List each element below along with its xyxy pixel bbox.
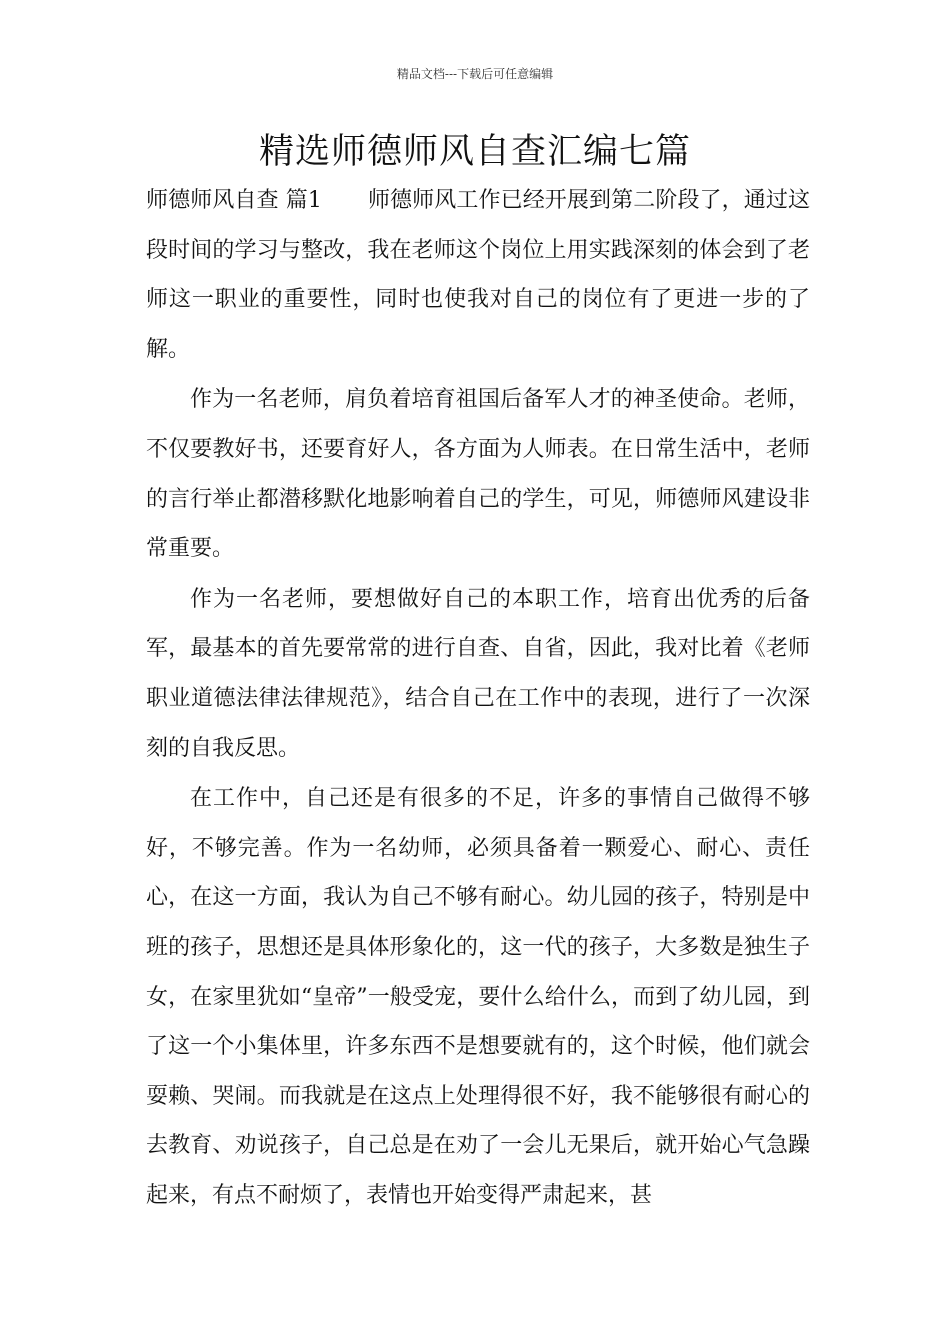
paragraph-1-text: 师德师风工作已经开展到第二阶段了，通过这段时间的学习与整改，我在老师这个岗位上用实践深刻的体会到了老师这一职业的重要性，同时也使我对自己的岗位有了更进一步的了解。 [146, 188, 810, 362]
paragraph-4: 在工作中，自己还是有很多的不足，许多的事情自己做得不够好，不够完善。作为一名幼师，必须具备着一颗爱心、耐心、责任心，在这一方面，我认为自己不够有耐心。幼儿园的孩子，特别是中班的孩子，思想还是具体形象化的，这一代的孩子，大多数是独生子女，在家里犹如“皇帝”一般受宠，要什么给什么，而到了幼儿园，到了这一个小集体里，许多东西不是想要就有的，这个时候，他们就会耍赖、哭闹。而我就是在这点上处理得很不好，我不能够很有耐心的去教育、劝说孩子，自己总是在劝了一会儿无果后，就开始心气急躁起来，有点不耐烦了，表情也开始变得严肃起来，甚 [146, 786, 810, 1208]
document-title: 精选师德师风自查汇编七篇 [258, 132, 691, 172]
paragraph-2: 作为一名老师，肩负着培育祖国后备军人才的神圣使命。老师，不仅要教好书，还要育好人，各方面为人师表。在日常生活中，老师的言行举止都潜移默化地影响着自己的学生，可见，师德师风建设非常重要。 [146, 387, 810, 562]
page-header: 精品文档---下载后可任意编辑 [396, 67, 554, 81]
document-body [146, 176, 810, 1220]
paragraph-3: 作为一名老师，要想做好自己的本职工作，培育出优秀的后备军，最基本的首先要常常的进行自查、自省，因此，我对比着《老师职业道德法律法律规范》，结合自己在工作中的表现，进行了一次深刻的自我反思。 [146, 586, 810, 761]
paragraph-1 [146, 176, 810, 374]
section-label: 师德师风自查 篇1 [146, 188, 322, 213]
